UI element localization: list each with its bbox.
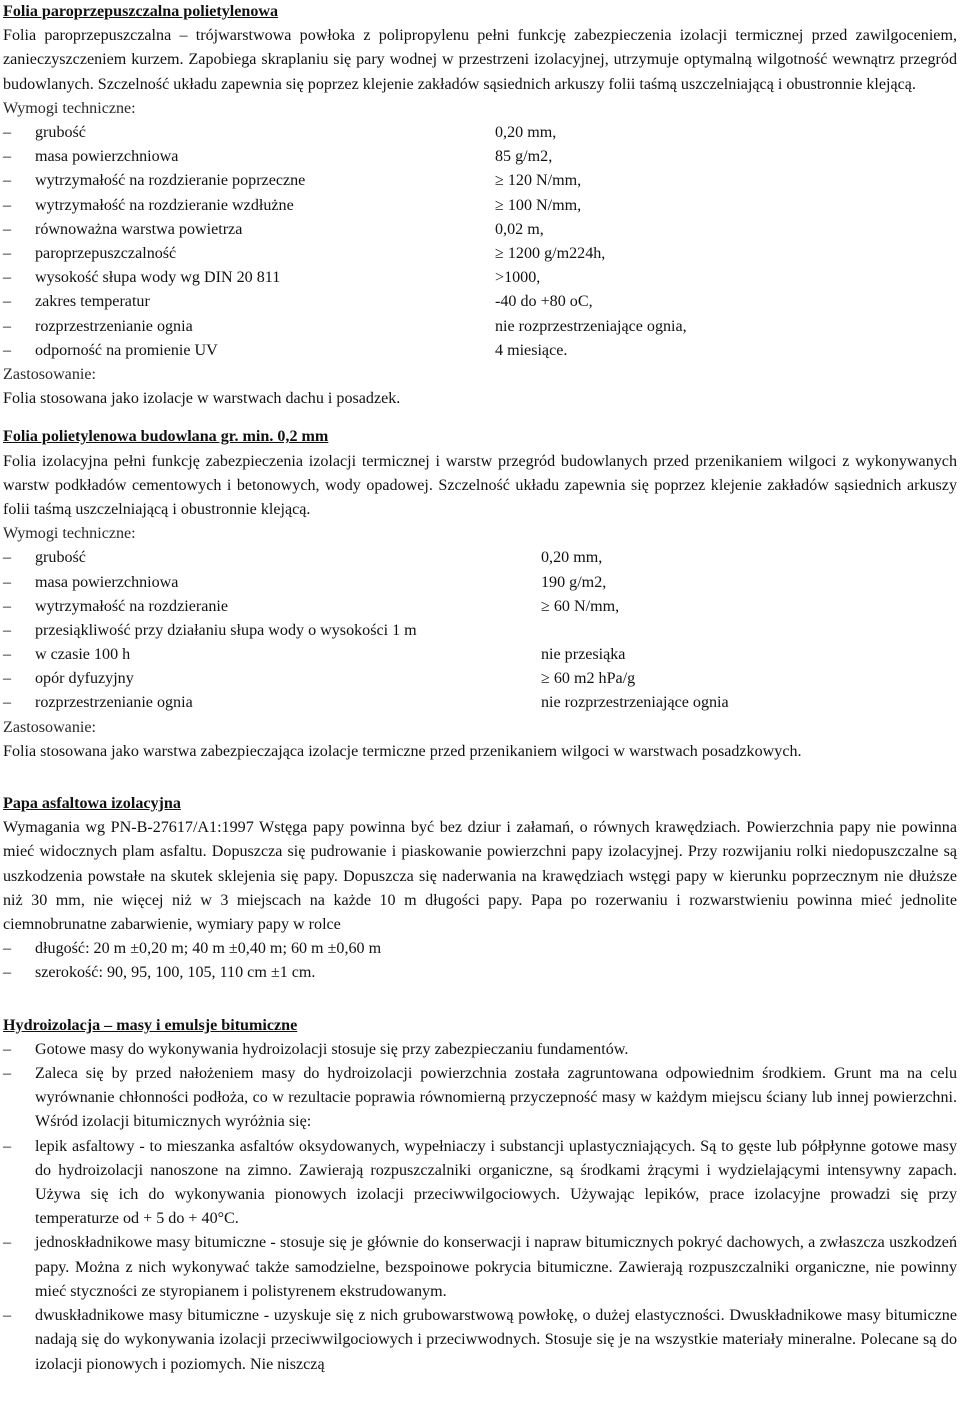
spec-list bbox=[3, 546, 957, 715]
dash-bullet: – bbox=[3, 196, 12, 214]
dash-bullet: – bbox=[3, 220, 12, 238]
spec-row: – zakres temperatur -40 do +80 oC, bbox=[3, 290, 957, 314]
spec-row: – rozprzestrzenianie ognia nie rozprzestrzeniające ognia, bbox=[3, 315, 957, 339]
dash-bullet: – bbox=[3, 1234, 12, 1252]
dash-bullet: – bbox=[3, 1137, 12, 1155]
spec-row: – opór dyfuzyjny ≥ 60 m2 hPa/g bbox=[3, 667, 957, 691]
spec-row: – wysokość słupa wody wg DIN 20 811 >1000, bbox=[3, 266, 957, 290]
hydroisolation-list bbox=[3, 1038, 957, 1377]
dash-bullet: – bbox=[3, 670, 12, 688]
section-heading-hydroizolacja: Hydroizolacja – masy i emulsje bitumiczne bbox=[3, 1016, 298, 1034]
dash-bullet: – bbox=[3, 1065, 12, 1083]
list-item: – Zaleca się by przed nałożeniem masy do hydroizolacji powierzchnia została zagruntowana odpowiednim środkiem. Grunt ma na celu wyrównanie chłonności podłoża, co w rezultacie poprawia równomierną przyczepność masy w każdym miejscu ściany lub innej powierzchni. Wśród izolacji bitumicznych wyróżnia się: bbox=[3, 1062, 957, 1135]
dash-bullet: – bbox=[3, 172, 12, 190]
spacer bbox=[3, 986, 957, 1014]
dash-bullet: – bbox=[3, 549, 12, 567]
spec-row: – masa powierzchniowa 190 g/m2, bbox=[3, 571, 957, 595]
application-text: Folia stosowana jako warstwa zabezpieczająca izolacje termiczne przed przenikaniem wilgoci w warstwach posadzkowych. bbox=[3, 742, 802, 760]
spec-row: – rozprzestrzenianie ognia nie rozprzestrzeniające ognia bbox=[3, 691, 957, 715]
dash-bullet: – bbox=[3, 148, 12, 166]
dash-bullet: – bbox=[3, 1040, 12, 1058]
spec-row: – wytrzymałość na rozdzieranie poprzeczne ≥ 120 N/mm, bbox=[3, 169, 957, 193]
section-intro: Folia izolacyjna pełni funkcję zabezpieczenia izolacji termicznej i warstw przegród budowlanych przed przenikaniem wilgoci z wykonywanych warstw podkładów cementowych i betonowych, wody opadowej. Szczelność układu zapewnia się poprzez klejenie zakładów sąsiednich arkuszy folii taśmą uszczelniającą i obustronnie klejącą. bbox=[3, 452, 957, 518]
dash-bullet: – bbox=[3, 573, 12, 591]
requirements-label: Wymogi techniczne: bbox=[3, 525, 136, 543]
spec-row: – grubość 0,20 mm, bbox=[3, 546, 957, 570]
requirements-label: Wymogi techniczne: bbox=[3, 99, 136, 117]
list-item: – dwuskładnikowe masy bitumiczne - uzyskuje się z nich grubowarstwową powłokę, o dużej elastyczności. Dwuskładnikowe masy bitumiczne nadają się do wykonywania izolacji przeciwwilgociowych i przeciwwodnych. Stosuje się je na wszystkie materiały mineralne. Polecane są do izolacji pionowych i poziomych. Nie niszczą bbox=[3, 1304, 957, 1377]
section-heading-papa-asfaltowa: Papa asfaltowa izolacyjna bbox=[3, 795, 181, 813]
spec-row: – grubość 0,20 mm, bbox=[3, 121, 957, 145]
spec-row: – przesiąkliwość przy działaniu słupa wody o wysokości 1 m bbox=[3, 619, 957, 643]
dash-bullet: – bbox=[3, 1307, 12, 1325]
spec-row: – odporność na promienie UV 4 miesiące. bbox=[3, 339, 957, 363]
spec-row: – paroprzepuszczalność ≥ 1200 g/m224h, bbox=[3, 242, 957, 266]
application-text: Folia stosowana jako izolacje w warstwach dachu i posadzek. bbox=[3, 390, 401, 408]
list-item: – lepik asfaltowy - to mieszanka asfaltów oksydowanych, wypełniaczy i substancji uplastyczniających. Są to gęste lub półpłynne gotowe masy do hydroizolacji nanoszone na zimno. Zawierają rozpuszczalniki organiczne, są środkami żrącymi i wydzielającymi intensywny zapach. Używa się ich do wykonywania pionowych izolacji przeciwwilgociowych. Używając lepików, prace izolacyjne prowadzi się przy temperaturze od + 5 do + 40°C. bbox=[3, 1135, 957, 1232]
spec-row: – równoważna warstwa powietrza 0,02 m, bbox=[3, 218, 957, 242]
section-intro: Folia paroprzepuszczalna – trójwarstwowa powłoka z polipropylenu pełni funkcję zabezpieczenia izolacji termicznej przed zawilgoceniem, zanieczyszczeniem kurzem. Zapobiega skraplaniu się pary wodnej w przestrzeni izolacyjnej, utrzymuje optymalną wilgotność wewnątrz przegród budowlanych. Szczelność układu zapewnia się poprzez klejenie zakładów sąsiednich arkuszy folii taśmą uszczelniającą i obustronnie klejącą. bbox=[3, 27, 957, 93]
application-label: Zastosowanie: bbox=[3, 365, 96, 383]
section-intro: Wymagania wg PN-B-27617/A1:1997 Wstęga papy powinna być bez dziur i załamań, o równych krawędziach. Powierzchnia papy nie powinna mieć widocznych plam asfaltu. Dopuszcza się pudrowanie i piaskowanie powierzchni papy izolacyjnej. Przy rozwijaniu rolki niedopuszczalne są uszkodzenia powstałe na skutek sklejenia się papy. Dopuszcza się naderwania na krawędziach wstęgi papy w kierunku poprzecznym nie dłuższe niż 30 mm, nie więcej niż w 3 miejscach na każde 10 m długości papy. Papa po rozerwaniu i rozwarstwieniu powinna mieć jednolite ciemnobrunatne zabarwienie, wymiary papy w rolce bbox=[3, 819, 957, 934]
dash-bullet: – bbox=[3, 269, 12, 287]
dash-bullet: – bbox=[3, 940, 12, 958]
spacer bbox=[3, 764, 957, 792]
spec-row: – wytrzymałość na rozdzieranie wzdłużne ≥ 100 N/mm, bbox=[3, 194, 957, 218]
section-heading-folia-paroprzepuszczalna: Folia paroprzepuszczalna polietylenowa bbox=[3, 3, 279, 20]
dash-bullet: – bbox=[3, 341, 12, 359]
dash-bullet: – bbox=[3, 964, 12, 982]
dash-bullet: – bbox=[3, 124, 12, 142]
spec-row: – w czasie 100 h nie przesiąka bbox=[3, 643, 957, 667]
application-label: Zastosowanie: bbox=[3, 718, 96, 736]
dash-bullet: – bbox=[3, 244, 12, 262]
spec-row: – masa powierzchniowa 85 g/m2, bbox=[3, 145, 957, 169]
spacer bbox=[3, 411, 957, 425]
spec-row: – wytrzymałość na rozdzieranie ≥ 60 N/mm, bbox=[3, 595, 957, 619]
dash-bullet: – bbox=[3, 293, 12, 311]
dash-bullet: – bbox=[3, 646, 12, 664]
list-item: – długość: 20 m ±0,20 m; 40 m ±0,40 m; 60 m ±0,60 m bbox=[3, 937, 957, 961]
dash-bullet: – bbox=[3, 317, 12, 335]
list-item: – jednoskładnikowe masy bitumiczne - stosuje się je głównie do konserwacji i napraw bitumicznych pokryć dachowych, a zwłaszcza uszkodzeń papy. Można z nich wykonywać także samodzielne, bezspoinowe pokrycia bitumiczne. Zawierają rozpuszczalniki organiczne, nie powinny mieć styczności ze styropianem i polistyrenem ekstrudowanym. bbox=[3, 1231, 957, 1304]
section-heading-folia-polietylenowa: Folia polietylenowa budowlana gr. min. 0,2 mm bbox=[3, 428, 329, 446]
list-item: – Gotowe masy do wykonywania hydroizolacji stosuje się przy zabezpieczaniu fundamentów. bbox=[3, 1038, 957, 1062]
dimension-list bbox=[3, 937, 957, 985]
dash-bullet: – bbox=[3, 597, 12, 615]
dash-bullet: – bbox=[3, 621, 12, 639]
spec-list bbox=[3, 121, 957, 363]
dash-bullet: – bbox=[3, 694, 12, 712]
list-item: – szerokość: 90, 95, 100, 105, 110 cm ±1 cm. bbox=[3, 961, 957, 985]
